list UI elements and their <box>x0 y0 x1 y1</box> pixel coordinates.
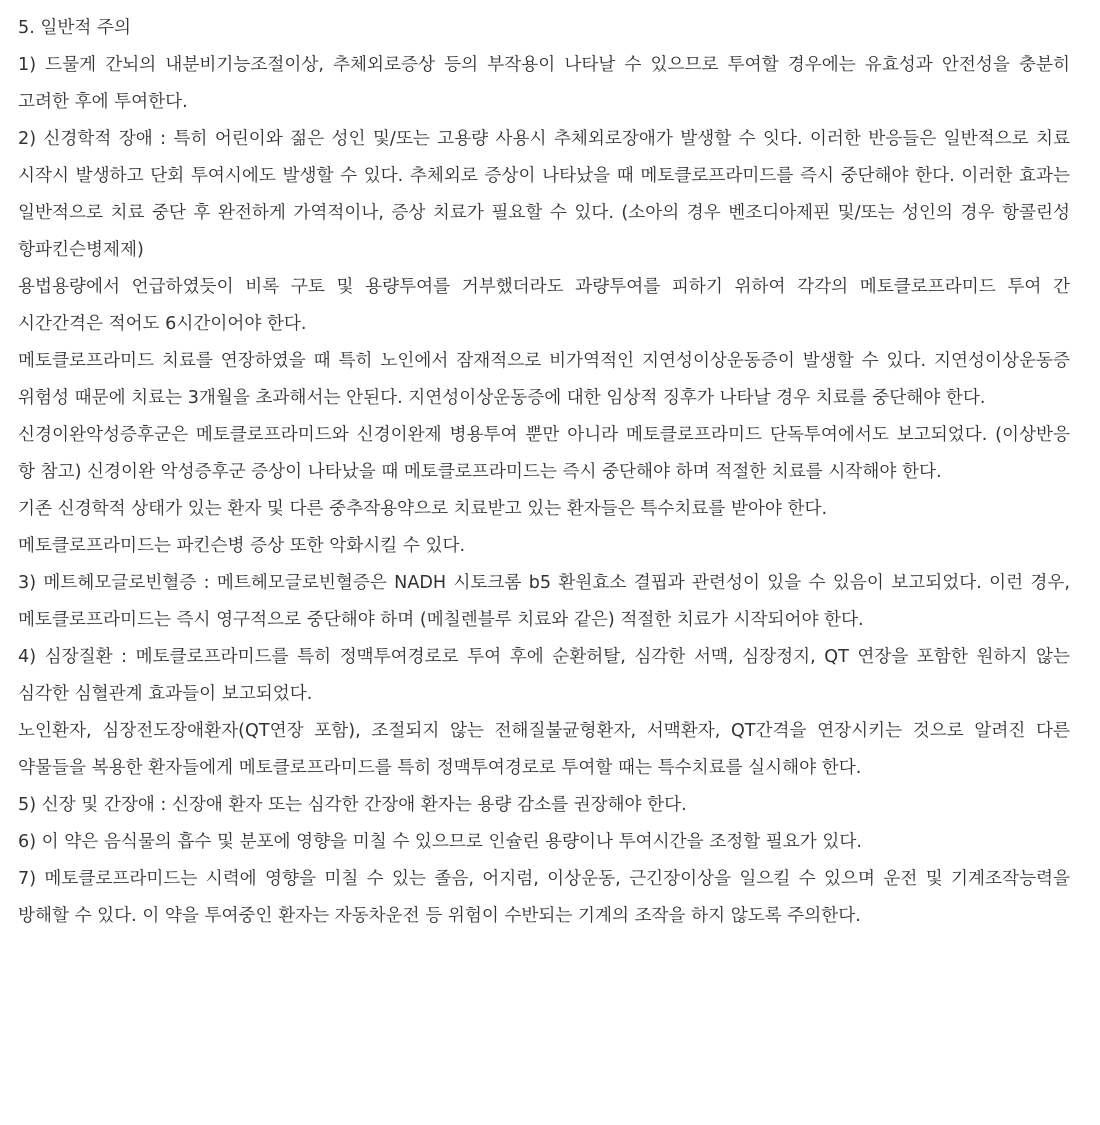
paragraph: 노인환자, 심장전도장애환자(QT연장 포함), 조절되지 않는 전해질불균형환자, 서맥환자, QT간격을 연장시키는 것으로 알려진 다른 약물들을 복용한 환자들에게 메토클로프라미드를 특히 정맥투여경로로 투여할 때는 특수치료를 실시해야 한다. <box>18 721 1070 778</box>
paragraph: 4) 심장질환 : 메토클로프라미드를 특히 정맥투여경로로 투여 후에 순환허탈, 심각한 서맥, 심장정지, QT 연장을 포함한 원하지 않는 심각한 심혈관계 효과들이 보고되었다. <box>18 647 1070 704</box>
paragraph: 2) 신경학적 장애 : 특히 어린이와 젊은 성인 및/또는 고용량 사용시 추체외로장애가 발생할 수 잇다. 이러한 반응들은 일반적으로 치료 시작시 발생하고 단회 투여시에도 발생할 수 있다. 추체외로 증상이 나타났을 때 메토클로프라미드를 즉시 중단해야 한다. 이러한 효과는 일반적으로 치료 중단 후 완전하게 가역적이나, 증상 치료가 필요할 수 있다. (소아의 경우 벤조디아제핀 및/또는 성인의 경우 항콜린성 항파킨슨병제제) <box>18 129 1070 260</box>
paragraph: 기존 신경학적 상태가 있는 환자 및 다른 중추작용약으로 치료받고 있는 환자들은 특수치료를 받아야 한다. <box>18 499 828 519</box>
paragraph: 5) 신장 및 간장애 : 신장애 환자 또는 심각한 간장애 환자는 용량 감소를 권장해야 한다. <box>18 795 687 815</box>
paragraph: 신경이완악성증후군은 메토클로프라미드와 신경이완제 병용투여 뿐만 아니라 메토클로프라미드 단독투여에서도 보고되었다. (이상반응 항 참고) 신경이완 악성증후군 증상이 나타났을 때 메토클로프라미드는 즉시 중단해야 하며 적절한 치료를 시작해야 한다. <box>18 425 1070 482</box>
paragraph: 1) 드물게 간뇌의 내분비기능조절이상, 추체외로증상 등의 부작용이 나타날 수 있으므로 투여할 경우에는 유효성과 안전성을 충분히 고려한 후에 투여한다. <box>18 55 1070 112</box>
section-heading: 5. 일반적 주의 <box>18 18 131 38</box>
paragraph: 메토클로프라미드는 파킨슨병 증상 또한 악화시킬 수 있다. <box>18 536 466 556</box>
paragraph: 용법용량에서 언급하였듯이 비록 구토 및 용량투여를 거부했더라도 과량투여를 피하기 위하여 각각의 메토클로프라미드 투여 간 시간간격은 적어도 6시간이어야 한다. <box>18 277 1070 334</box>
paragraph: 7) 메토클로프라미드는 시력에 영향을 미칠 수 있는 졸음, 어지럼, 이상운동, 근긴장이상을 일으킬 수 있으며 운전 및 기계조작능력을 방해할 수 있다. 이 약을 투여중인 환자는 자동차운전 등 위험이 수반되는 기계의 조작을 하지 않도록 주의한다. <box>18 869 1070 926</box>
paragraph: 6) 이 약은 음식물의 흡수 및 분포에 영향을 미칠 수 있으므로 인슐린 용량이나 투여시간을 조정할 필요가 있다. <box>18 832 862 852</box>
paragraph: 메토클로프라미드 치료를 연장하였을 때 특히 노인에서 잠재적으로 비가역적인 지연성이상운동증이 발생할 수 있다. 지연성이상운동증 위험성 때문에 치료는 3개월을 초과해서는 안된다. 지연성이상운동증에 대한 임상적 징후가 나타날 경우 치료를 중단해야 한다. <box>18 351 1070 408</box>
paragraph: 3) 메트헤모글로빈혈증 : 메트헤모글로빈혈증은 NADH 시토크롬 b5 환원효소 결핍과 관련성이 있을 수 있음이 보고되었다. 이런 경우, 메토클로프라미드는 즉시 영구적으로 중단해야 하며 (메칠렌블루 치료와 같은) 적절한 치료가 시작되어야 한다. <box>18 573 1070 630</box>
